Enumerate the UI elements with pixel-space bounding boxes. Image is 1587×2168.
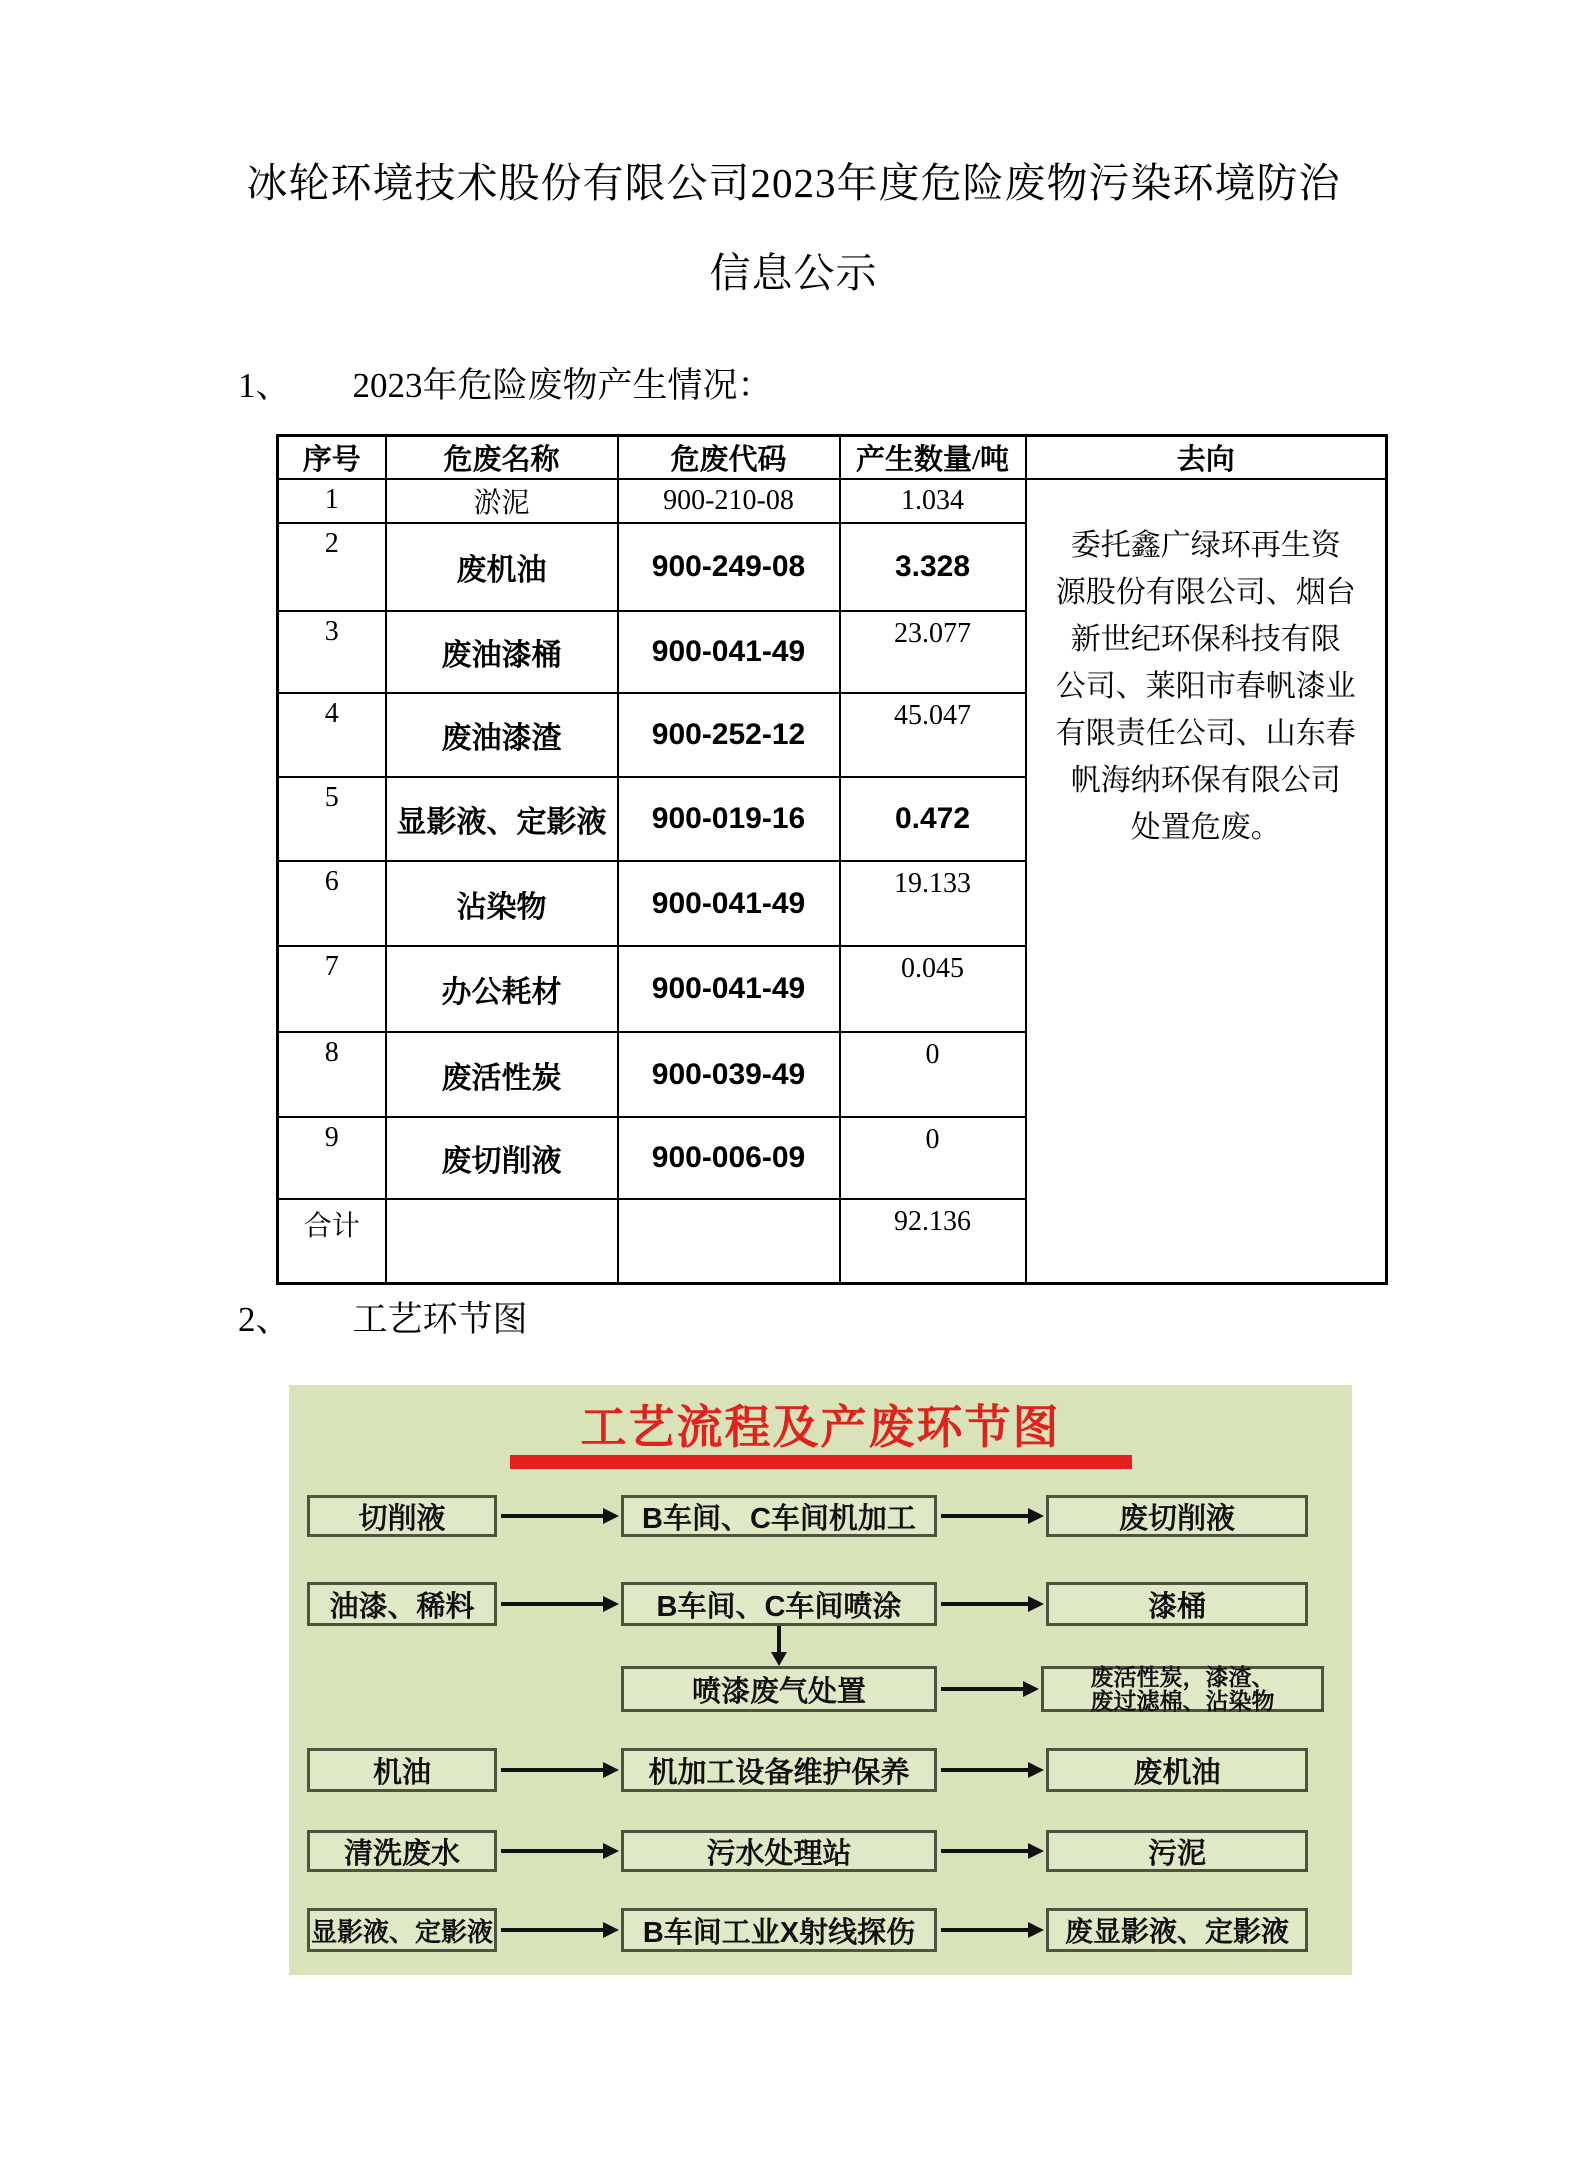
- flow-title: 工艺流程及产废环节图: [580, 1401, 1061, 1453]
- row-quantity: 0: [840, 1117, 1026, 1199]
- row-index: 9: [278, 1117, 386, 1199]
- row-quantity: 23.077: [840, 611, 1026, 693]
- row-code: 900-039-49: [618, 1032, 840, 1117]
- row-name: 沾染物: [386, 861, 618, 946]
- section2-heading: [238, 1292, 528, 1342]
- destination-line: 有限责任公司、山东春: [1055, 717, 1356, 750]
- header-code: 危废代码: [618, 436, 840, 480]
- flow-process-box: B车间、C车间机加工: [621, 1495, 937, 1537]
- destination-line: 委托鑫广绿环再生资: [1070, 529, 1341, 562]
- row-quantity: 45.047: [840, 693, 1026, 777]
- arrow-right-icon: [501, 1596, 619, 1612]
- arrow-down-icon: [771, 1626, 787, 1666]
- header-name: 危废名称: [386, 436, 618, 480]
- row-index: 7: [278, 946, 386, 1032]
- row-name: 废切削液: [386, 1117, 618, 1199]
- row-name: 显影液、定影液: [386, 777, 618, 861]
- flow-process-box: 机加工设备维护保养: [621, 1748, 937, 1792]
- row-index: 3: [278, 611, 386, 693]
- flow-source-box: 显影液、定影液: [307, 1908, 497, 1952]
- flow-output-line: 废活性炭，漆渣、: [1090, 1664, 1275, 1690]
- flow-source-box: 油漆、稀料: [307, 1582, 497, 1626]
- flow-output-box: 废显影液、定影液: [1046, 1908, 1308, 1952]
- destination-line: 处置危废。: [1130, 811, 1281, 844]
- total-label: 合计: [278, 1199, 386, 1283]
- flow-process-box: 喷漆废气处置: [621, 1666, 937, 1712]
- flow-source-box: 切削液: [307, 1495, 497, 1537]
- destination-line: 帆海纳环保有限公司: [1070, 764, 1341, 797]
- document-title-line1: 冰轮环境技术股份有限公司2023年度危险废物污染环境防治: [246, 160, 1341, 206]
- flow-output-box: 污泥: [1046, 1830, 1308, 1872]
- row-code: 900-041-49: [618, 611, 840, 693]
- destination-line: 新世纪环保科技有限: [1070, 623, 1341, 656]
- arrow-right-icon: [941, 1681, 1039, 1697]
- table-header-row: [278, 436, 1387, 480]
- arrow-right-icon: [941, 1922, 1044, 1938]
- header-quantity: 产生数量/吨: [840, 436, 1026, 480]
- arrow-right-icon: [501, 1508, 619, 1524]
- flow-output-box: 废切削液: [1046, 1495, 1308, 1537]
- header-index: 序号: [278, 436, 386, 480]
- flow-title-underline: [510, 1455, 1132, 1469]
- flow-process-box: B车间工业X射线探伤: [621, 1908, 937, 1952]
- row-quantity: 19.133: [840, 861, 1026, 946]
- row-quantity: 3.328: [840, 523, 1026, 611]
- total-quantity: 92.136: [840, 1199, 1026, 1283]
- row-name: 废油漆桶: [386, 611, 618, 693]
- row-code: 900-210-08: [618, 479, 840, 523]
- row-code: 900-019-16: [618, 777, 840, 861]
- row-index: 5: [278, 777, 386, 861]
- arrow-right-icon: [941, 1762, 1044, 1778]
- destination-line: 公司、莱阳市春帆漆业: [1055, 670, 1356, 703]
- flow-output-box: 废机油: [1046, 1748, 1308, 1792]
- section1-heading: [238, 358, 773, 408]
- flow-source-box: 清洗废水: [307, 1830, 497, 1872]
- empty-cell: [618, 1199, 840, 1283]
- hazardous-waste-table: [276, 434, 1388, 1285]
- arrow-right-icon: [941, 1596, 1044, 1612]
- section2-title: 工艺环节图: [352, 1300, 528, 1339]
- row-name: 办公耗材: [386, 946, 618, 1032]
- row-code: 900-249-08: [618, 523, 840, 611]
- destination-line: 源股份有限公司、烟台: [1055, 576, 1356, 609]
- arrow-right-icon: [941, 1508, 1044, 1524]
- flow-source-box: 机油: [307, 1748, 497, 1792]
- row-code: 900-041-49: [618, 861, 840, 946]
- process-flow-image: [289, 1385, 1352, 1975]
- row-index: 6: [278, 861, 386, 946]
- arrow-right-icon: [501, 1843, 619, 1859]
- row-quantity: 0: [840, 1032, 1026, 1117]
- row-name: 废活性炭: [386, 1032, 618, 1117]
- section1-title: 2023年危险废物产生情况：: [352, 366, 773, 405]
- row-name: 废机油: [386, 523, 618, 611]
- empty-cell: [386, 1199, 618, 1283]
- row-name: 废油漆渣: [386, 693, 618, 777]
- row-quantity: 1.034: [840, 479, 1026, 523]
- flow-output-line: 废过滤棉、沾染物: [1090, 1688, 1275, 1714]
- section1-number: 1、: [238, 366, 291, 405]
- header-destination: 去向: [1026, 436, 1387, 480]
- row-quantity: 0.472: [840, 777, 1026, 861]
- flow-output-box: [1041, 1666, 1324, 1712]
- section2-number: 2、: [238, 1300, 291, 1339]
- row-code: 900-041-49: [618, 946, 840, 1032]
- arrow-right-icon: [941, 1843, 1044, 1859]
- row-index: 1: [278, 479, 386, 523]
- flow-output-box: 漆桶: [1046, 1582, 1308, 1626]
- flow-process-box: 污水处理站: [621, 1830, 937, 1872]
- table-row: [278, 479, 1387, 523]
- arrow-right-icon: [501, 1922, 619, 1938]
- row-code: 900-252-12: [618, 693, 840, 777]
- row-code: 900-006-09: [618, 1117, 840, 1199]
- row-name: 淤泥: [386, 479, 618, 523]
- row-index: 4: [278, 693, 386, 777]
- row-index: 2: [278, 523, 386, 611]
- document-title-line2: 信息公示: [709, 250, 878, 296]
- flow-process-box: B车间、C车间喷涂: [621, 1582, 937, 1626]
- row-quantity: 0.045: [840, 946, 1026, 1032]
- arrow-right-icon: [501, 1762, 619, 1778]
- destination-cell: [1026, 479, 1387, 1283]
- row-index: 8: [278, 1032, 386, 1117]
